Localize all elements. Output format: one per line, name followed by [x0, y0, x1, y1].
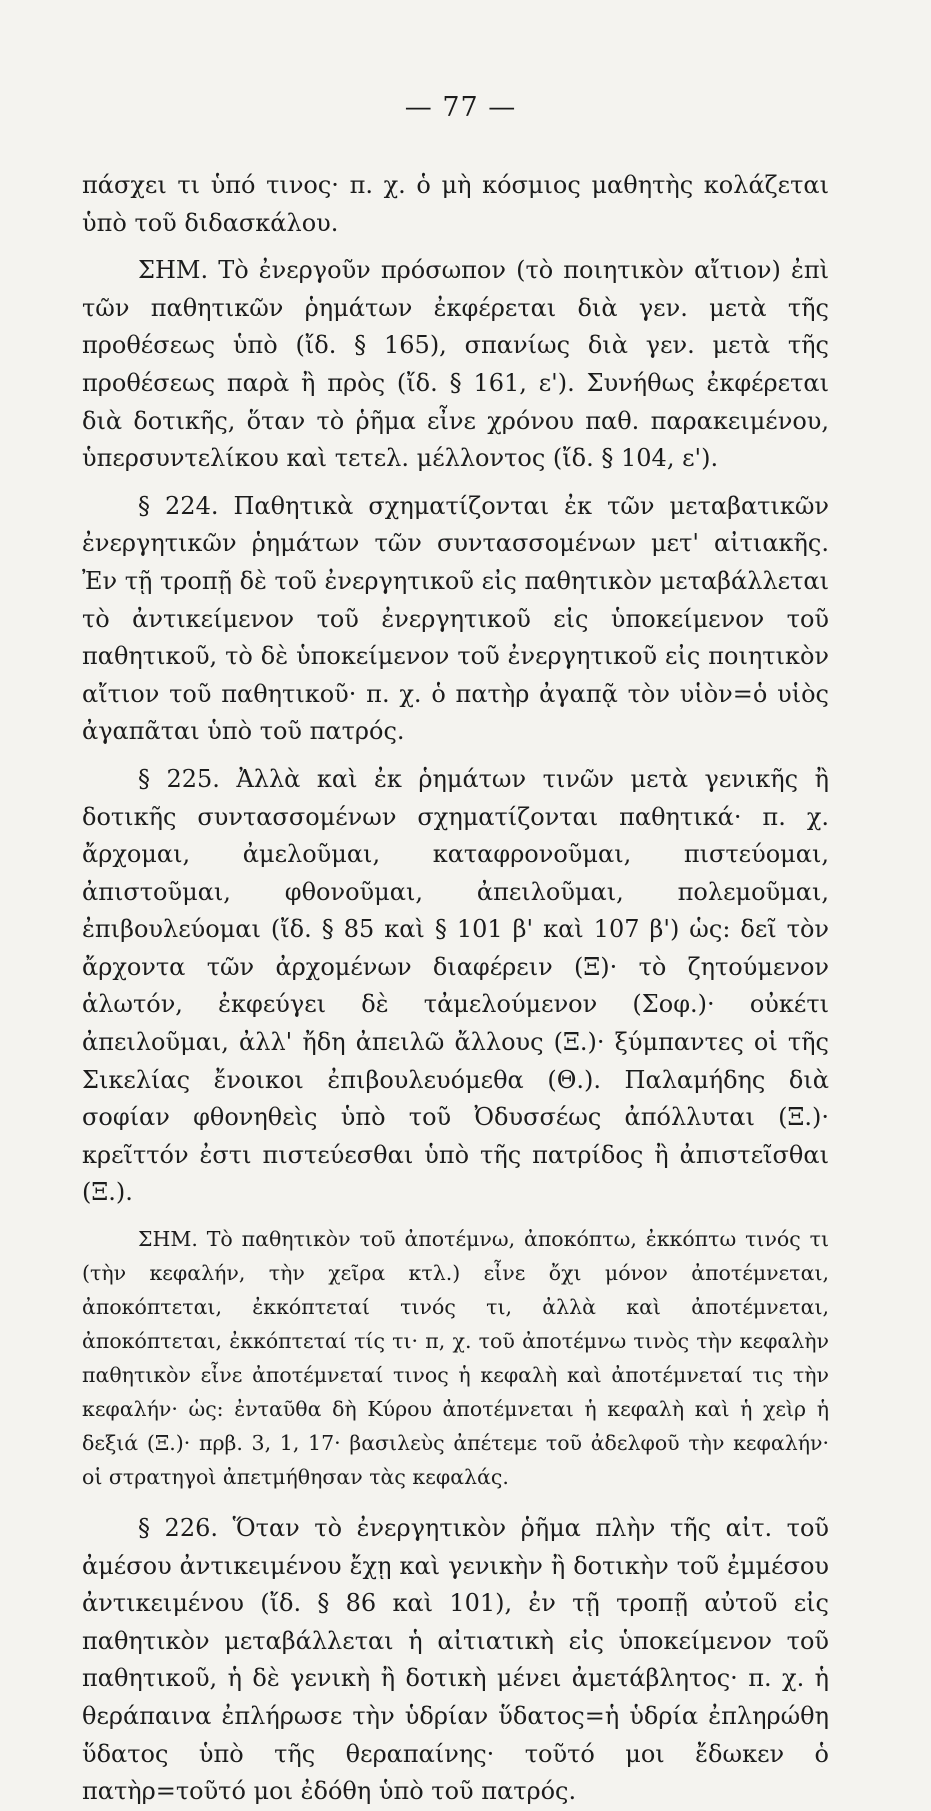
section-225: § 225. Ἀλλὰ καὶ ἐκ ῥημάτων τινῶν μετὰ γενικῆς ἢ δοτικῆς συντασσομένων σχηματίζονται παθητικά· π. χ. ἄρχομαι, ἀμελοῦμαι, καταφρονοῦμαι, πιστεύομαι, ἀπιστοῦμαι, φθονοῦμαι, ἀπειλοῦμαι, πολεμοῦμαι, ἐπιβουλεύομαι (ἴδ. § 85 καὶ § 101 β' καὶ 107 β') ὡς: δεῖ τὸν ἄρχοντα τῶν ἀρχομένων διαφέρειν (Ξ)· τὸ ζητούμενον ἁλωτόν, ἐκφεύγει δὲ τἀμελούμενον (Σοφ.)· οὐκέτι ἀπειλοῦμαι, ἀλλ' ἤδη ἀπειλῶ ἄλλους (Ξ.)· ξύμπαντες οἱ τῆς Σικελίας ἔνοικοι ἐπιβουλευόμεθα (Θ.). Παλαμήδης διὰ σοφίαν φθονηθεὶς ὑπὸ τοῦ Ὀδυσσέως ἀπόλλυται (Ξ.)· κρεῖττόν ἐστι πιστεύεσθαι ὑπὸ τῆς πατρίδος ἢ ἀπιστεῖσθαι (Ξ.). — [82, 764, 829, 1207]
section-226: § 226. Ὅταν τὸ ἐνεργητικὸν ῥῆμα πλὴν τῆς αἰτ. τοῦ ἀμέσου ἀντικειμένου ἔχῃ καὶ γενικὴν ἢ δοτικὴν τοῦ ἐμμέσου ἀντικειμένου (ἴδ. § 86 καὶ 101), ἐν τῇ τροπῇ αὐτοῦ εἰς παθητικὸν μεταβάλλεται ἡ αἰτιατικὴ εἰς ὑποκείμενον τοῦ παθητικοῦ, ἡ δὲ γενικὴ ἢ δοτικὴ μένει ἀμετάβλητος· π. χ. ἡ θεράπαινα ἐπλήρωσε τὴν ὑδρίαν ὕδατος=ἡ ὑδρία ἐπληρώθη ὕδατος ὑπὸ τῆς θεραπαίνης· τοῦτό μοι ἔδωκεν ὁ πατὴρ=τοῦτό μοι ἐδόθη ὑπὸ τοῦ πατρός. — [82, 1514, 829, 1806]
paragraph-continued: πάσχει τι ὑπό τινος· π. χ. ὁ μὴ κόσμιος μαθητὴς κολάζεται ὑπὸ τοῦ διδασκάλου. — [82, 171, 829, 237]
section-224: § 224. Παθητικὰ σχηματίζονται ἐκ τῶν μεταβατικῶν ἐνεργητικῶν ῥημάτων τῶν συντασσομένων μετ' αἰτιακῆς. Ἐν τῇ τροπῇ δὲ τοῦ ἐνεργητικοῦ εἰς παθητικὸν μεταβάλλεται τὸ ἀντικείμενον τοῦ ἐνεργητικοῦ εἰς ὑποκείμενον τοῦ παθητικοῦ, τὸ δὲ ὑποκείμενον τοῦ ἐνεργητικοῦ εἰς ποιητικὸν αἴτιον τοῦ παθητικοῦ· π. χ. ὁ πατὴρ ἀγαπᾷ τὸν υἱὸν=ὁ υἱὸς ἀγαπᾶται ὑπὸ τοῦ πατρός. — [82, 491, 830, 746]
note-active-agent: ΣΗΜ. Τὸ ἐνεργοῦν πρόσωπον (τὸ ποιητικὸν αἴτιον) ἐπὶ τῶν παθητικῶν ῥημάτων ἐκφέρεται διὰ γεν. μετὰ τῆς προθέσεως ὑπὸ (ἴδ. § 165), σπανίως διὰ γεν. μετὰ τῆς προθέσεως παρὰ ἢ πρὸς (ἴδ. § 161, ε'). Συνήθως ἐκφέρεται διὰ δοτικῆς, ὅταν τὸ ῥῆμα εἶνε χρόνου παθ. παρακειμένου, ὑπερσυντελίκου καὶ τετελ. μέλλοντος (ἴδ. § 104, ε'). — [82, 256, 829, 473]
page-number: — 77 — — [404, 92, 517, 123]
note-apotemno: ΣΗΜ. Τὸ παθητικὸν τοῦ ἀποτέμνω, ἀποκόπτω, ἐκκόπτω τινός τι (τὴν κεφαλήν, τὴν χεῖρα κτλ.) εἶνε ὄχι μόνον ἀποτέμνεται, ἀποκόπτεται, ἐκκόπτεταί τινός τι, ἀλλὰ καὶ ἀποτέμνεται, ἀποκόπτεται, ἐκκόπτεταί τίς τι· π, χ. τοῦ ἀποτέμνω τινὸς τὴν κεφαλὴν παθητικὸν εἶνε ἀποτέμνεταί τινος ἡ κεφαλὴ καὶ ἀποτέμνεταί τις τὴν κεφαλήν· ὡς: ἐνταῦθα δὴ Κύρου ἀποτέμνεται ἡ κεφαλὴ καὶ ἡ χεὶρ ἡ δεξιά (Ξ.)· πρβ. 3, 1, 17· βασιλεὺς ἀπέτεμε τοῦ ἀδελφοῦ τὴν κεφαλήν· οἱ στρατηγοὶ ἀπετμήθησαν τὰς κεφαλάς. — [82, 1227, 829, 1490]
